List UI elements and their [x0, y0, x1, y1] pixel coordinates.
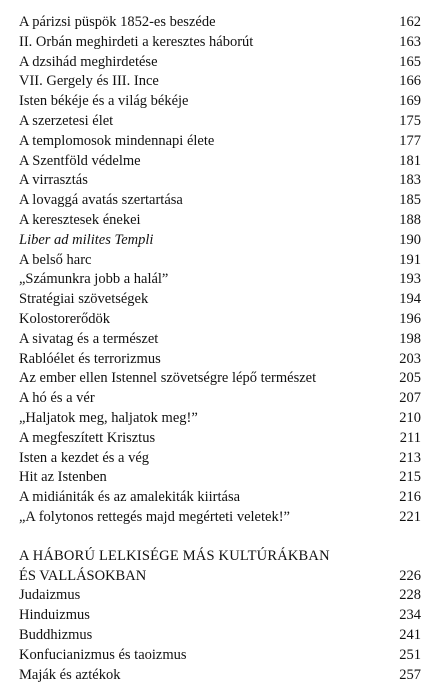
toc-entry-page: 194 [391, 290, 421, 310]
toc-entry-page: 188 [391, 211, 421, 231]
toc-entry [19, 132, 421, 152]
toc-entry-page: 190 [391, 231, 421, 251]
toc-entry-page: 177 [391, 132, 421, 152]
toc-entry-title: Konfucianizmus és taoizmus [19, 646, 391, 666]
toc-entry-title: A párizsi püspök 1852-es beszéde [19, 13, 391, 33]
toc-entry-title: A virrasztás [19, 171, 391, 191]
toc-entry-page: 207 [391, 389, 421, 409]
section-entries [19, 586, 421, 685]
toc-entry-page: 166 [391, 72, 421, 92]
toc-entry [19, 409, 421, 429]
section-heading-text-1: A HÁBORÚ LELKISÉGE MÁS KULTÚRÁKBAN [19, 548, 330, 564]
section-heading-text-2: ÉS VALLÁSOKBAN [19, 567, 391, 587]
toc-entry-page: 183 [391, 171, 421, 191]
toc-entry-title: Isten békéje és a világ békéje [19, 92, 391, 112]
toc-entry-page: 191 [391, 251, 421, 271]
table-of-contents [19, 13, 421, 685]
toc-entry [19, 350, 421, 370]
toc-entry-title: Liber ad milites Templi [19, 231, 391, 251]
toc-entry-page: 203 [391, 350, 421, 370]
toc-entry-page: 181 [391, 152, 421, 172]
toc-entry-page: 211 [391, 429, 421, 449]
toc-entry-page: 205 [391, 369, 421, 389]
toc-entry [19, 191, 421, 211]
toc-entry [19, 508, 421, 528]
toc-entry-title: A sivatag és a természet [19, 330, 391, 350]
toc-entry-page: 162 [391, 13, 421, 33]
toc-entry-title: „Számunkra jobb a halál” [19, 270, 391, 290]
toc-entry-title: Az ember ellen Istennel szövetségre lépő természet [19, 369, 391, 389]
toc-entry-page: 234 [391, 606, 421, 626]
toc-entry-page: 196 [391, 310, 421, 330]
toc-entry [19, 429, 421, 449]
toc-entry-title: Stratégiai szövetségek [19, 290, 391, 310]
toc-entry [19, 251, 421, 271]
toc-entry-title: Hit az Istenben [19, 468, 391, 488]
section-heading-line-2 [19, 567, 421, 587]
toc-entry-page: 216 [391, 488, 421, 508]
toc-entry-title: A lovaggá avatás szertartása [19, 191, 391, 211]
toc-entry [19, 290, 421, 310]
toc-entries [19, 13, 421, 528]
toc-entry [19, 488, 421, 508]
toc-entry [19, 449, 421, 469]
toc-entry [19, 53, 421, 73]
toc-entry-title: A dzsihád meghirdetése [19, 53, 391, 73]
toc-entry-title: Buddhizmus [19, 626, 391, 646]
toc-entry-title: Hinduizmus [19, 606, 391, 626]
toc-entry [19, 33, 421, 53]
toc-entry-page: 213 [391, 449, 421, 469]
toc-entry-title: A templomosok mindennapi élete [19, 132, 391, 152]
toc-entry-title: A midiániták és az amalekiták kiirtása [19, 488, 391, 508]
section-heading-line-1 [19, 547, 421, 567]
toc-entry-title: Kolostorerődök [19, 310, 391, 330]
toc-entry-page: 257 [391, 666, 421, 685]
toc-entry [19, 270, 421, 290]
toc-entry-page: 251 [391, 646, 421, 666]
toc-entry [19, 171, 421, 191]
toc-entry-page: 175 [391, 112, 421, 132]
toc-entry-page: 241 [391, 626, 421, 646]
toc-entry-title: Rablóélet és terrorizmus [19, 350, 391, 370]
toc-entry-title: Isten a kezdet és a vég [19, 449, 391, 469]
toc-entry-page: 165 [391, 53, 421, 73]
toc-entry-title: A belső harc [19, 251, 391, 271]
toc-entry-page: 210 [391, 409, 421, 429]
toc-entry-title: A szerzetesi élet [19, 112, 391, 132]
toc-entry-title: A hó és a vér [19, 389, 391, 409]
toc-entry-page: 193 [391, 270, 421, 290]
toc-entry [19, 92, 421, 112]
toc-entry [19, 389, 421, 409]
toc-entry-page: 221 [391, 508, 421, 528]
toc-entry-page: 185 [391, 191, 421, 211]
section-heading-page: 226 [391, 567, 421, 587]
section-gap [19, 528, 421, 547]
toc-entry-page: 163 [391, 33, 421, 53]
toc-entry [19, 369, 421, 389]
toc-entry-title: A Szentföld védelme [19, 152, 391, 172]
toc-entry [19, 112, 421, 132]
toc-entry-title: „Haljatok meg, haljatok meg!” [19, 409, 391, 429]
toc-entry [19, 646, 421, 666]
toc-entry [19, 666, 421, 685]
toc-entry-page: 215 [391, 468, 421, 488]
toc-entry-page: 198 [391, 330, 421, 350]
toc-entry-page: 228 [391, 586, 421, 606]
toc-entry [19, 606, 421, 626]
toc-entry [19, 330, 421, 350]
toc-entry [19, 586, 421, 606]
toc-entry-title: A megfeszített Krisztus [19, 429, 391, 449]
toc-entry [19, 72, 421, 92]
toc-entry [19, 152, 421, 172]
toc-entry-title: II. Orbán meghirdeti a keresztes háborút [19, 33, 391, 53]
toc-entry [19, 13, 421, 33]
toc-entry [19, 468, 421, 488]
toc-entry-title: A keresztesek énekei [19, 211, 391, 231]
toc-entry [19, 310, 421, 330]
toc-entry-title: Maják és aztékok [19, 666, 391, 685]
toc-entry [19, 231, 421, 251]
toc-entry [19, 211, 421, 231]
toc-entry [19, 626, 421, 646]
toc-entry-title: „A folytonos rettegés majd megérteti veletek!” [19, 508, 391, 528]
toc-entry-page: 169 [391, 92, 421, 112]
toc-entry-title: Judaizmus [19, 586, 391, 606]
toc-entry-title: VII. Gergely és III. Ince [19, 72, 391, 92]
